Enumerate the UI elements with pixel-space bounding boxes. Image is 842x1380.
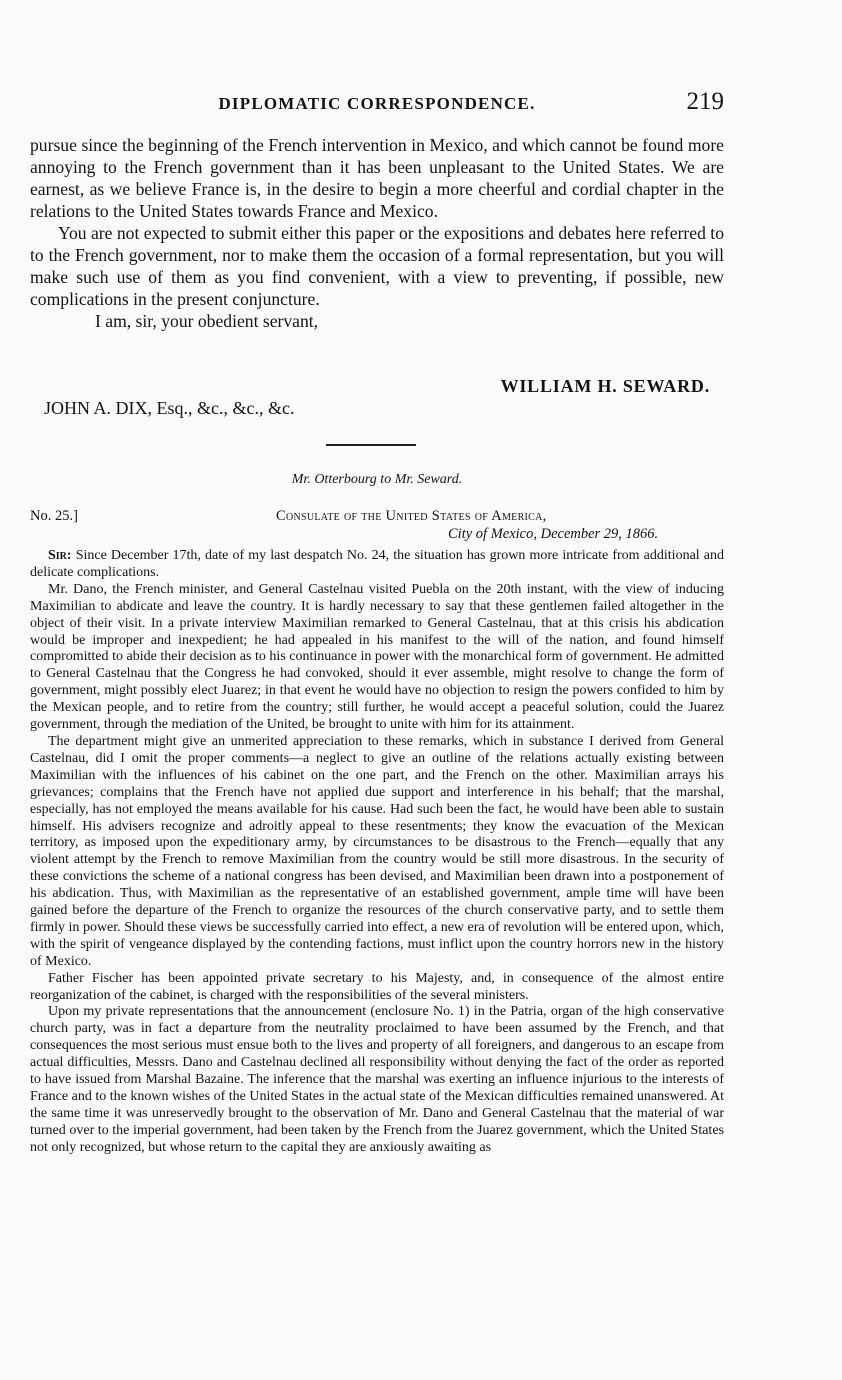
letter-closing: I am, sir, your obedient servant, xyxy=(95,311,319,331)
signature: WILLIAM H. SEWARD. xyxy=(500,376,710,396)
section-divider xyxy=(326,444,416,446)
dispatch-heading: Mr. Otterbourg to Mr. Seward. xyxy=(291,472,463,487)
dispatch-paragraph: The department might give an unmerited appreciation to these remarks, which in substance I derived from General Castelnau, did I omit the proper comments—a neglect to give an outline of the relations actually existing between Maximilian with the influences of his cabinet on the one part, and the French on the other. Maximilian arrays his grievances; complains that the French have not applied due support and interference in his behalf; that the marshal, especially, has not employed the means available for his cause. Had such been the fact, he would have been able to sustain himself. His advisers recognize and adroitly appeal to these resentments; they know the evacuation of the Mexican territory, as imposed upon the expeditionary army, by circumstances to be disastrous to the French—equally that any violent attempt by the French to remove Maximilian from the country would be still more disastrous. In the security of these convictions the scheme of a national congress has been devised, and Maximilian been drawn into a postponement of his abdication. Thus, with Maximilian as the representative of an established government, ample time will have been gained before the departure of the French to organize the resources of the church conservative party, and to settle them firmly in power. Should these views be successfully carried into effect, a new era of revolution will be entered upon, which, with the spirit of vengeance displayed by the contending factions, must inflict upon the country horrors new in the history of Mexico. xyxy=(30,733,724,969)
dispatch-paragraph: Mr. Dano, the French minister, and General Castelnau visited Puebla on the 20th instant, with the view of inducing Maximilian to abdicate and leave the country. It is hardly necessary to say that these gentlemen failed altogether in the object of their visit. In a private interview Maximilian remarked to General Castelnau, that at this crisis his abdication would be improper and inexpedient; he had appealed in his manifest to the will of the nation, and found himself compromitted to abide their decision as to his continuance in power with the monarchical form of government. He admitted to General Castelnau that the Congress he had convoked, should it ever assemble, might resolve to change the form of government, might possibly elect Juarez; in that event he would have no objection to resign the powers confided to him by the Mexican people, and to retire from the country; still further, he would accept a peaceful solution, could the Juarez government, through the mediation of the United, be brought to unite with him for its attainment. xyxy=(30,581,724,733)
letter-paragraph: pursue since the beginning of the French intervention in Mexico, and which cannot be found more annoying to the French government than it has been unpleasant to the United States. We are earnest, as we believe France is, in the desire to begin a more cheerful and cordial chapter in the relations to the United States towards France and Mexico. xyxy=(30,135,724,221)
dispatch-paragraph: Father Fischer has been appointed private secretary to his Majesty, and, in consequence of the almost entire reorganization of the cabinet, is charged with the responsibilities of the several ministers. xyxy=(30,970,724,1003)
letter-paragraph: You are not expected to submit either this paper or the expositions and debates here referred to to the French government, nor to make them the occasion of a formal representation, but you will make such use of them as you find convenient, with a view to preventing, if possible, new complications in the present conjuncture. xyxy=(30,223,724,309)
paragraph-text: Since December 17th, date of my last despatch No. 24, the situation has grown more intricate from additional and delicate complications. xyxy=(30,548,725,580)
letter-conclusion xyxy=(30,134,724,332)
dateline: City of Mexico, December 29, 1866. xyxy=(448,526,659,542)
addressee: JOHN A. DIX, Esq., &c., &c., &c. xyxy=(44,398,295,418)
page-number: 219 xyxy=(686,88,724,115)
consulate-line: Consulate of the United States of America, xyxy=(276,508,547,524)
dispatch-body xyxy=(30,548,724,1157)
salutation: Sir: xyxy=(48,548,72,563)
dispatch-paragraph: Upon my private representations that the announcement (enclosure No. 1) in the Patria, organ of the high conservative church party, was in fact a departure from the neutrality proclaimed to have been assumed by the French, and that consequences the most serious must ensue both to the lives and property of all foreigners, and dangerous to an escape from actual difficulties, Messrs. Dano and Castelnau declined all responsibility without denying the fact of the order as reported to have issued from Marshal Bazaine. The inference that the marshal was exerting an influence injurious to the interests of France and to the known wishes of the United States in the actual state of the Mexican difficulties remained unanswered. At the same time it was unreservedly brought to the observation of Mr. Dano and General Castelnau that the material of war turned over to the imperial government, had been taken by the French from the Juarez government, which the United States not only recognized, but whose return to the capital they are anxiously awaiting as xyxy=(30,1004,724,1155)
page-header xyxy=(30,88,724,122)
dispatch-paragraph xyxy=(30,548,724,582)
running-title: DIPLOMATIC CORRESPONDENCE. xyxy=(218,94,536,113)
dispatch-number: No. 25.] xyxy=(30,508,78,524)
